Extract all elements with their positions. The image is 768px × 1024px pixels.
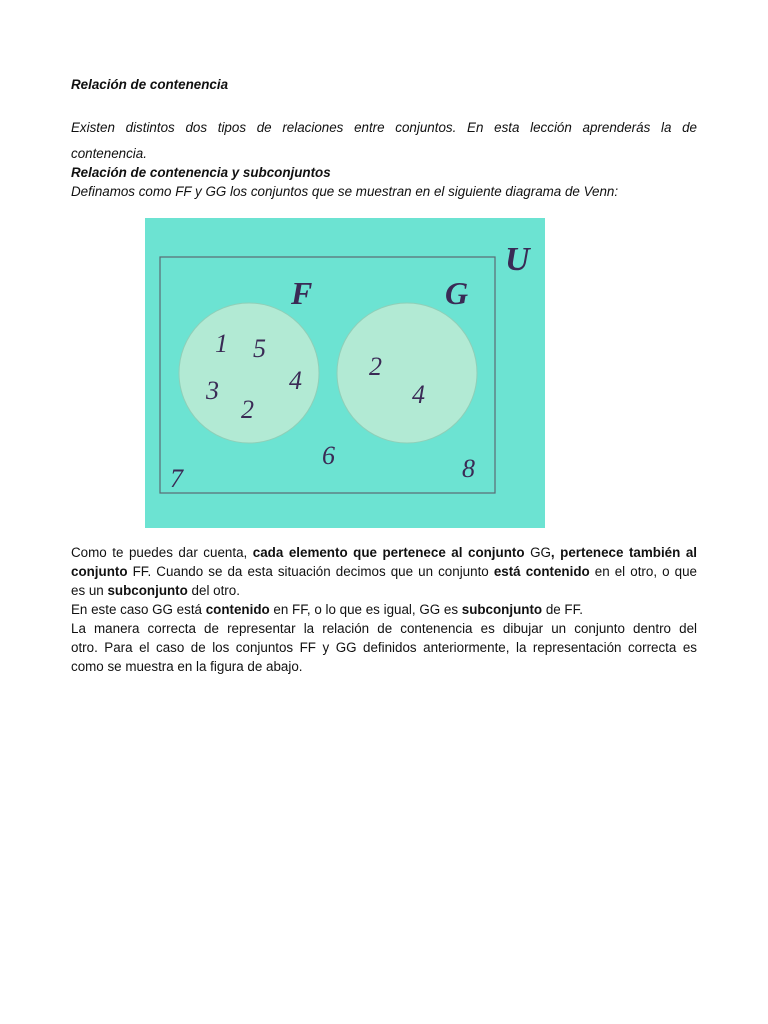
text-run: es un	[71, 583, 108, 598]
text-run: en FF, o lo que es igual, GG es	[269, 602, 462, 617]
bold-text: está contenido	[493, 564, 590, 579]
universe-label: U	[505, 241, 530, 278]
set-g-label: G	[445, 275, 469, 311]
venn-diagram	[145, 218, 545, 528]
element-f-4: 4	[289, 366, 302, 395]
element-g-2: 2	[369, 352, 382, 381]
para3-line1: La manera correcta de representar la relación de contenencia es dibujar un conjunto dentro del	[71, 621, 697, 636]
element-outside-6: 6	[322, 441, 335, 470]
text-run: del otro.	[187, 583, 240, 598]
element-f-5: 5	[253, 334, 266, 363]
subsection-heading: Relación de contenencia y subconjuntos	[71, 165, 331, 180]
para1-line1	[71, 543, 697, 562]
set-g-circle	[337, 303, 477, 443]
definition-text: Definamos como FF y GG los conjuntos que se muestran en el siguiente diagrama de Venn:	[71, 184, 619, 199]
text-run: Como te puedes dar cuenta,	[71, 545, 253, 560]
bold-text: , pertenece también al	[550, 545, 698, 560]
element-outside-8: 8	[462, 454, 475, 483]
para3-line3: como se muestra en la figura de abajo.	[71, 659, 303, 674]
element-f-2: 2	[241, 395, 254, 424]
bold-text: conjunto	[71, 564, 128, 579]
element-f-3: 3	[206, 376, 219, 405]
venn-svg	[145, 218, 545, 528]
intro-line-2: contenencia.	[71, 146, 147, 161]
bold-text: cada elemento que pertenece al conjunto	[252, 545, 525, 560]
text-run: FF. Cuando se da esta situación decimos que un conjunto	[127, 564, 494, 579]
para2	[71, 600, 697, 619]
element-f-1: 1	[215, 329, 228, 358]
bold-text: subconjunto	[461, 602, 543, 617]
set-f-label: F	[291, 275, 313, 311]
section-heading: Relación de contenencia	[71, 77, 229, 92]
text-run: de FF.	[542, 602, 584, 617]
bold-text: subconjunto	[107, 583, 188, 598]
element-g-4: 4	[412, 380, 425, 409]
bold-text: contenido	[205, 602, 270, 617]
body-text	[71, 543, 697, 676]
para1-line3	[71, 581, 697, 600]
text-run: GG	[524, 545, 551, 560]
intro-line-1: Existen distintos dos tipos de relaciones entre conjuntos. En esta lección aprenderás la de	[71, 120, 697, 135]
para3-line2: otro. Para el caso de los conjuntos FF y GG definidos anteriormente, la representación correcta es	[71, 640, 697, 655]
para1-line2	[71, 562, 697, 581]
text-run: en el otro, o que	[589, 564, 697, 579]
element-outside-7: 7	[170, 464, 183, 493]
text-run: En este caso GG está	[71, 602, 206, 617]
